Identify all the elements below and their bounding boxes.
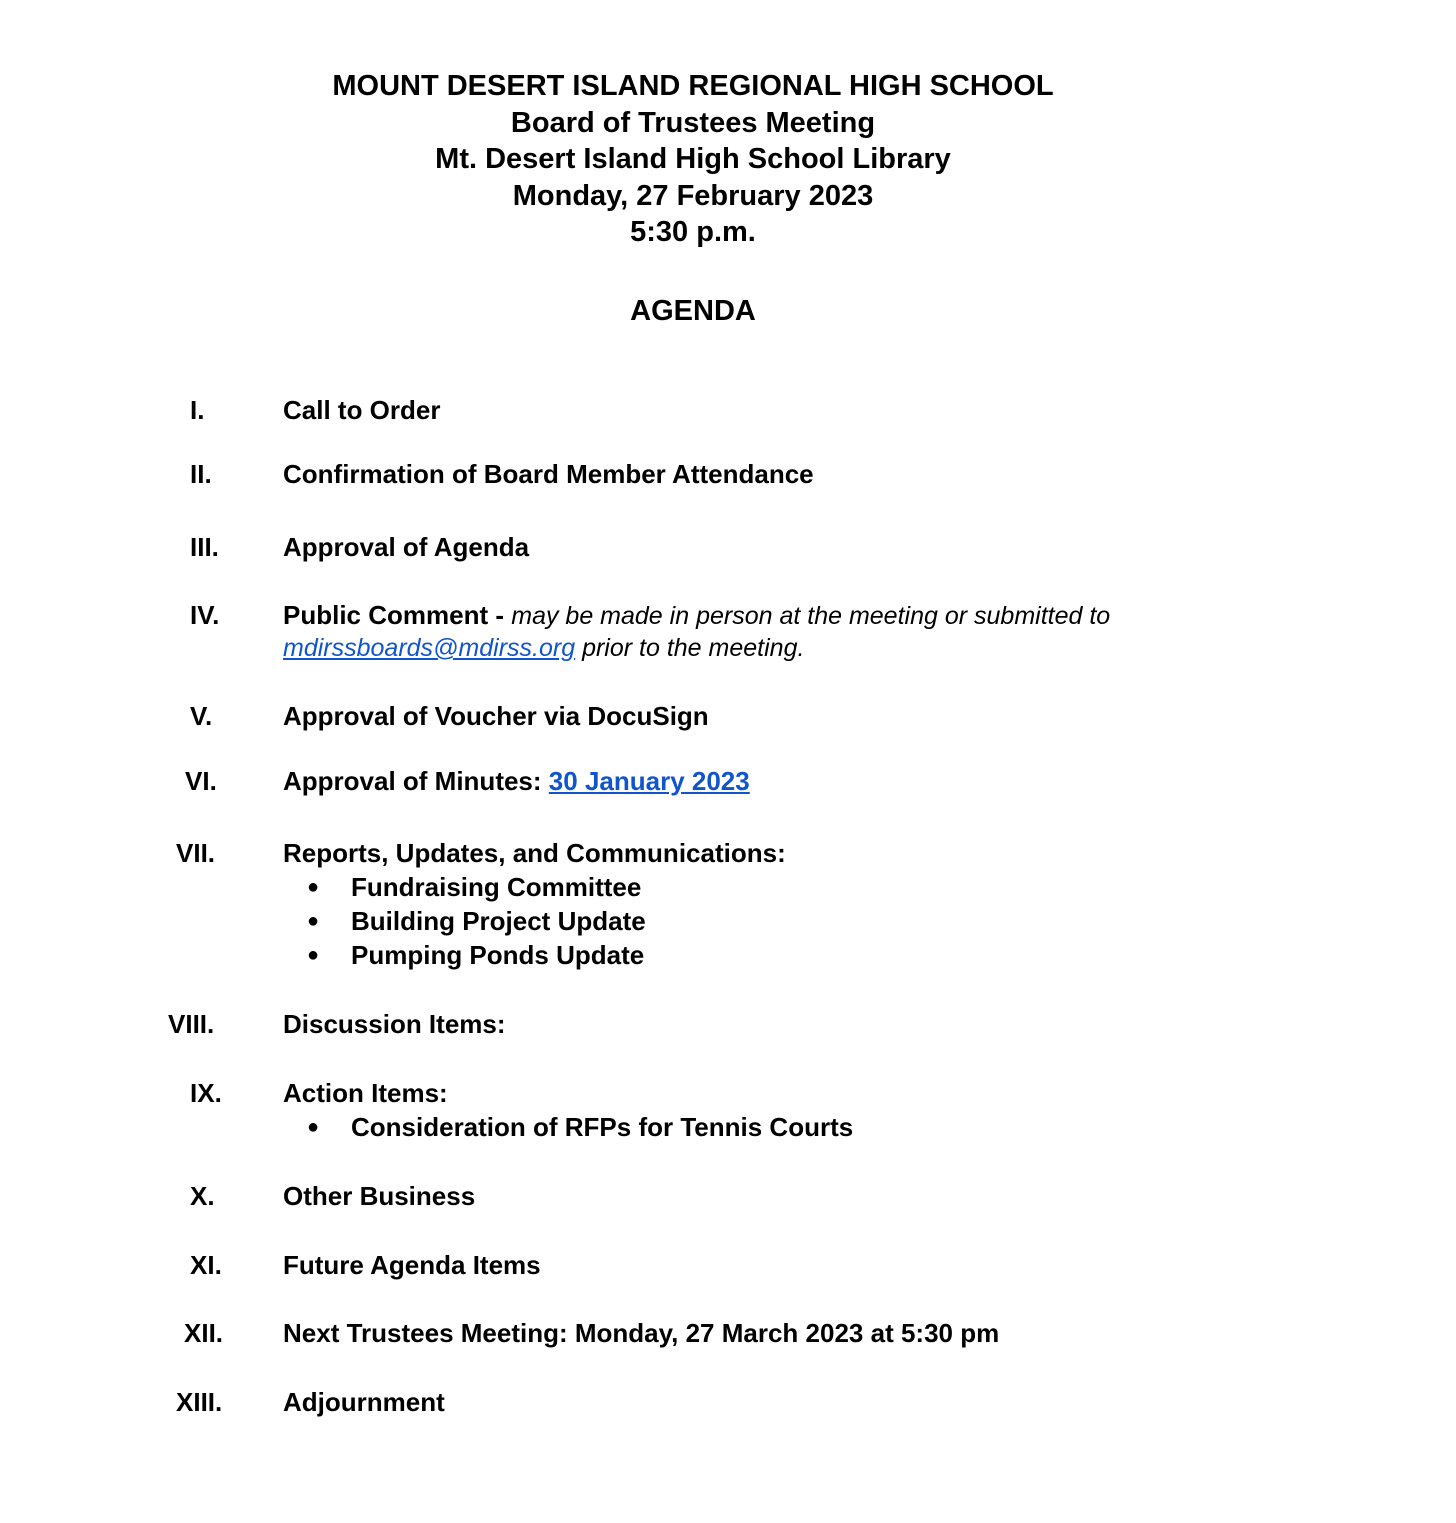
item-text: Confirmation of Board Member Attendance <box>283 459 814 489</box>
item-numeral: IX. <box>190 1078 222 1108</box>
bullet-icon: ● <box>307 910 320 932</box>
item-numeral: VI. <box>185 766 217 796</box>
meeting-name: Board of Trustees Meeting <box>510 106 876 139</box>
school-name: MOUNT DESERT ISLAND REGIONAL HIGH SCHOOL <box>332 70 1054 102</box>
item-text-continued <box>283 631 804 665</box>
item-text: Call to Order <box>283 395 441 425</box>
meeting-date: Monday, 27 February 2023 <box>512 179 874 212</box>
item-numeral: V. <box>190 701 213 731</box>
item-numeral: III. <box>190 532 219 562</box>
minutes-link[interactable]: 30 January 2023 <box>548 766 750 796</box>
item-text <box>283 598 1110 633</box>
bullet-icon: ● <box>307 876 320 898</box>
sub-item-text: Building Project Update <box>351 906 646 936</box>
item-numeral: VIII. <box>168 1009 215 1039</box>
item-text: Next Trustees Meeting: Monday, 27 March 2023 at 5:30 pm <box>283 1318 1000 1348</box>
item-numeral: XIII. <box>176 1387 223 1417</box>
public-comment-description-end: prior to the meeting. <box>582 634 805 662</box>
bullet-icon: ● <box>307 944 320 966</box>
item-numeral: VII. <box>176 838 216 868</box>
item-text: Discussion Items: <box>283 1009 506 1039</box>
item-text: Future Agenda Items <box>283 1250 541 1280</box>
item-numeral: I. <box>190 395 205 425</box>
public-comment-label: Public Comment - <box>283 600 505 630</box>
document-header <box>0 68 1386 251</box>
item-text: Approval of Voucher via DocuSign <box>283 701 709 731</box>
agenda-title: AGENDA <box>630 295 756 327</box>
meeting-time: 5:30 p.m. <box>630 216 756 248</box>
meeting-location: Mt. Desert Island High School Library <box>435 143 951 175</box>
public-comment-description: may be made in person at the meeting or submitted to <box>511 602 1111 630</box>
minutes-label: Approval of Minutes: <box>283 766 542 796</box>
bullet-icon: ● <box>307 1116 320 1138</box>
sub-item-text: Consideration of RFPs for Tennis Courts <box>351 1112 854 1142</box>
sub-item-text: Fundraising Committee <box>351 872 642 902</box>
item-numeral: II. <box>190 459 212 489</box>
item-text: Action Items: <box>283 1078 448 1108</box>
sub-item-text: Pumping Ponds Update <box>351 940 645 970</box>
item-text: Reports, Updates, and Communications: <box>283 838 786 868</box>
item-numeral: XII. <box>184 1318 224 1348</box>
item-text: Approval of Agenda <box>283 532 530 562</box>
item-numeral: X. <box>190 1181 215 1211</box>
item-numeral: IV. <box>190 600 220 630</box>
item-text: Adjournment <box>283 1387 445 1417</box>
email-link[interactable]: mdirssboards@mdirss.org <box>283 634 576 662</box>
item-text: Other Business <box>283 1181 476 1211</box>
item-text <box>283 764 750 798</box>
item-numeral: XI. <box>190 1250 222 1280</box>
